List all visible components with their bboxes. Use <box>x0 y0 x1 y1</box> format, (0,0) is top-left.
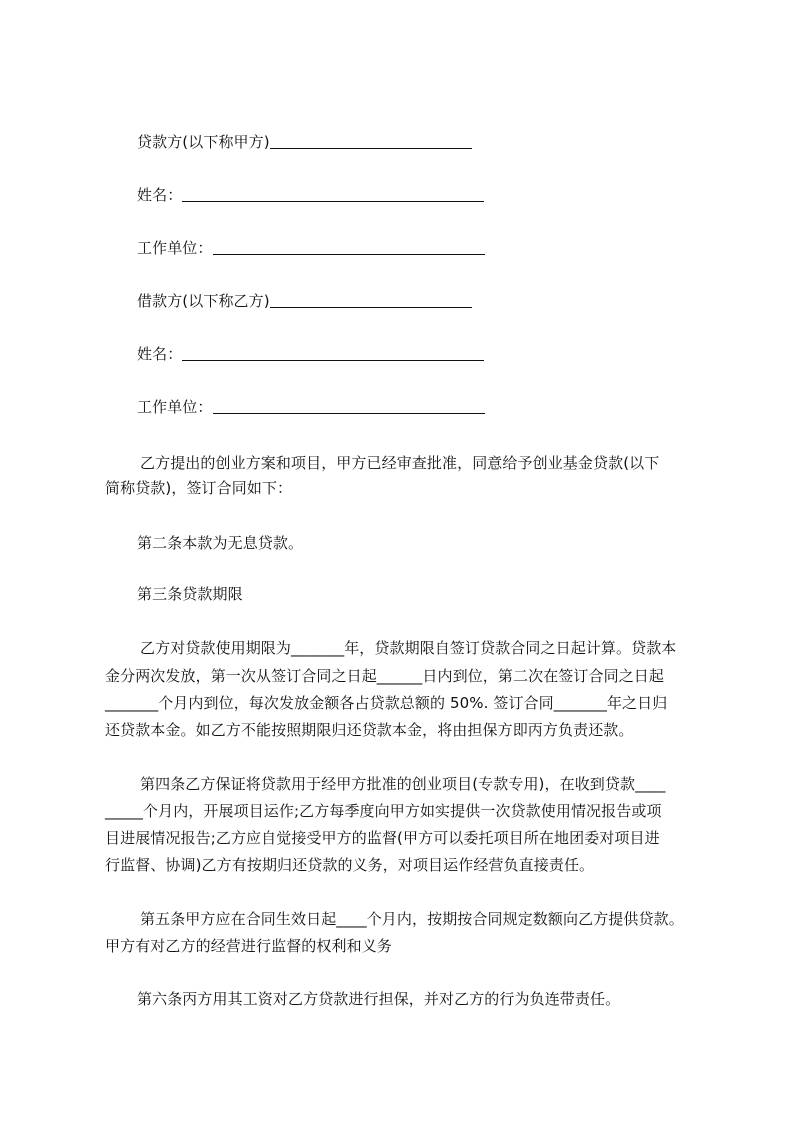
borrower-employer-blank[interactable] <box>213 395 485 414</box>
article-3-line-2: 金分两次发放，第一次从签订合同之日起______日内到位，第二次在签订合同之日起 <box>105 667 665 685</box>
lender-name-line <box>137 181 484 209</box>
article-4-line-2: _____个月内，开展项目运作;乙方每季度向甲方如实提供一次贷款使用情况报告或项 <box>105 802 662 820</box>
borrower-name-line <box>137 340 484 368</box>
lender-blank[interactable] <box>270 130 472 149</box>
borrower-label: 借款方(以下称乙方) <box>137 292 270 310</box>
borrower-blank[interactable] <box>270 289 472 308</box>
article-3-line-4: 还贷款本金。如乙方不能按照期限归还贷款本金，将由担保方即丙方负责还款。 <box>105 721 634 739</box>
lender-name-blank[interactable] <box>182 183 484 202</box>
lender-label: 贷款方(以下称甲方) <box>137 133 270 151</box>
lender-line <box>137 128 472 156</box>
lender-employer-line <box>137 234 485 262</box>
intro-line-2: 简称贷款)，签订合同如下： <box>105 479 293 497</box>
article-5-line-2: 甲方有对乙方的经营进行监督的权利和义务 <box>105 937 392 955</box>
article-6: 第六条丙方用其工资对乙方贷款进行担保，并对乙方的行为负连带责任。 <box>137 990 621 1008</box>
lender-employer-blank[interactable] <box>213 236 485 255</box>
article-3-line-1: 乙方对贷款使用期限为_______年，贷款期限自签订贷款合同之日起计算。贷款本 <box>140 639 677 657</box>
borrower-line <box>137 287 472 315</box>
lender-employer-label: 工作单位： <box>137 239 213 257</box>
borrower-name-label: 姓名： <box>137 345 183 363</box>
article-3-line-3: _______个月内到位，每次发放金额各占贷款总额的 50%. 签订合同_______年之日归 <box>105 694 668 712</box>
borrower-employer-label: 工作单位： <box>137 398 213 416</box>
intro-line-1: 乙方提出的创业方案和项目，甲方已经审查批准，同意给予创业基金贷款(以下 <box>140 454 660 472</box>
article-4-line-4: 行监督、协调)乙方有按期归还贷款的义务，对项目运作经营负直接责任。 <box>105 856 595 874</box>
article-3-title: 第三条贷款期限 <box>137 585 243 603</box>
article-5-line-1: 第五条甲方应在合同生效日起____个月内，按期按合同规定数额向乙方提供贷款。 <box>140 910 684 928</box>
borrower-employer-line <box>137 393 485 421</box>
borrower-name-blank[interactable] <box>182 342 484 361</box>
article-4-line-1: 第四条乙方保证将贷款用于经甲方批准的创业项目(专款专用)，在收到贷款____ <box>140 775 666 793</box>
lender-name-label: 姓名： <box>137 186 183 204</box>
article-2: 第二条本款为无息贷款。 <box>137 534 304 552</box>
article-4-line-3: 目进展情况报告;乙方应自觉接受甲方的监督(甲方可以委托项目所在地团委对项目进 <box>105 829 660 847</box>
